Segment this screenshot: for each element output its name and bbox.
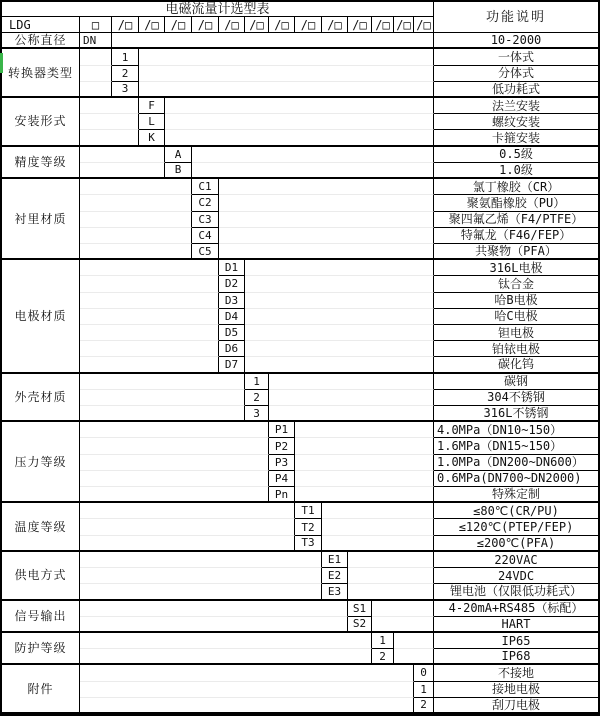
option-code: 1 <box>245 374 269 390</box>
empty-filler <box>269 374 434 390</box>
model-slot-box: /□ <box>414 17 434 33</box>
option-code: 1 <box>112 49 139 65</box>
empty-filler <box>245 276 434 292</box>
table-title: 电磁流量计选型表 <box>2 2 434 17</box>
empty-filler <box>219 195 434 211</box>
option-description: 304不锈钢 <box>434 390 598 406</box>
option-code: E3 <box>322 584 348 600</box>
empty-filler <box>269 390 434 406</box>
empty-filler <box>80 601 348 617</box>
empty-filler <box>80 552 322 568</box>
option-code: P4 <box>269 471 295 487</box>
option-description: 4-20mA+RS485（标配） <box>434 601 598 617</box>
empty-filler <box>80 325 219 341</box>
option-description: HART <box>434 617 598 633</box>
option-code: C5 <box>192 244 219 260</box>
option-description: 316L电极 <box>434 260 598 276</box>
empty-filler <box>80 179 192 195</box>
empty-filler <box>80 260 219 276</box>
empty-filler <box>80 212 192 228</box>
empty-filler <box>80 293 219 309</box>
option-description: 1.0级 <box>434 163 598 179</box>
section-label: 信号输出 <box>2 601 80 633</box>
option-code: L <box>139 114 165 130</box>
option-code: K <box>139 130 165 146</box>
empty-filler <box>80 682 414 698</box>
section-label: 电极材质 <box>2 260 80 373</box>
empty-filler <box>80 649 372 665</box>
option-code: 1 <box>414 682 434 698</box>
option-description: 锂电池（仅限低功耗式） <box>434 584 598 600</box>
model-slot-box: /□ <box>165 17 192 33</box>
empty-filler <box>80 130 139 146</box>
empty-filler <box>245 309 434 325</box>
empty-filler <box>219 179 434 195</box>
empty-filler <box>80 665 414 681</box>
empty-filler <box>295 471 434 487</box>
empty-filler <box>112 33 434 49</box>
model-first-box: □ <box>80 17 112 33</box>
option-description: 4.0MPa（DN10~150） <box>434 422 598 438</box>
option-description: 卡箍安装 <box>434 130 598 146</box>
empty-filler <box>80 114 139 130</box>
option-code: Pn <box>269 487 295 503</box>
option-description: 哈C电极 <box>434 309 598 325</box>
empty-filler <box>295 422 434 438</box>
model-slot-box: /□ <box>372 17 394 33</box>
section-label: 转换器类型 <box>2 49 80 98</box>
empty-filler <box>139 82 434 98</box>
model-slot-box: /□ <box>295 17 322 33</box>
option-code: D6 <box>219 341 245 357</box>
option-code: 2 <box>372 649 394 665</box>
option-code: D2 <box>219 276 245 292</box>
option-description: 220VAC <box>434 552 598 568</box>
model-slot-box: /□ <box>348 17 372 33</box>
empty-filler <box>80 422 269 438</box>
section-label: 供电方式 <box>2 552 80 601</box>
option-description: 碳钢 <box>434 374 598 390</box>
option-code: B <box>165 163 192 179</box>
empty-filler <box>80 633 372 649</box>
option-description: 哈B电极 <box>434 293 598 309</box>
empty-filler <box>219 212 434 228</box>
option-description: 1.0MPa（DN200~DN600） <box>434 455 598 471</box>
empty-filler <box>219 228 434 244</box>
option-code: S2 <box>348 617 372 633</box>
empty-filler <box>245 357 434 373</box>
empty-filler <box>80 276 219 292</box>
section-label: 公称直径 <box>2 33 80 49</box>
option-code: P3 <box>269 455 295 471</box>
function-description-header: 功能说明 <box>434 2 598 33</box>
empty-filler <box>80 98 139 114</box>
option-description: 接地电极 <box>434 682 598 698</box>
option-code: C4 <box>192 228 219 244</box>
empty-filler <box>219 244 434 260</box>
empty-filler <box>80 374 245 390</box>
empty-filler <box>80 49 112 65</box>
option-description: 316L不锈钢 <box>434 406 598 422</box>
empty-filler <box>394 633 434 649</box>
option-description: 24VDC <box>434 568 598 584</box>
option-description: 氯丁橡胶（CR） <box>434 179 598 195</box>
empty-filler <box>80 147 165 163</box>
empty-filler <box>139 66 434 82</box>
option-code: 3 <box>112 82 139 98</box>
empty-filler <box>80 438 269 454</box>
option-description: ≤120℃(PTEP/FEP) <box>434 519 598 535</box>
option-description: 1.6MPa（DN15~150） <box>434 438 598 454</box>
empty-filler <box>80 66 112 82</box>
empty-filler <box>372 601 434 617</box>
option-code: 1 <box>372 633 394 649</box>
option-code: D5 <box>219 325 245 341</box>
option-description: 钛合金 <box>434 276 598 292</box>
option-code: S1 <box>348 601 372 617</box>
option-code: C2 <box>192 195 219 211</box>
empty-filler <box>80 455 269 471</box>
empty-filler <box>80 163 165 179</box>
option-code: 3 <box>245 406 269 422</box>
empty-filler <box>80 195 192 211</box>
option-description: 刮刀电极 <box>434 698 598 714</box>
empty-filler <box>80 406 245 422</box>
option-code: E2 <box>322 568 348 584</box>
model-slot-box: /□ <box>219 17 245 33</box>
empty-filler <box>80 82 112 98</box>
option-description: 低功耗式 <box>434 82 598 98</box>
option-description: 铂铱电极 <box>434 341 598 357</box>
empty-filler <box>80 568 322 584</box>
section-label: 外壳材质 <box>2 374 80 423</box>
option-description: 法兰安装 <box>434 98 598 114</box>
section-label: 防护等级 <box>2 633 80 665</box>
option-description: 一体式 <box>434 49 598 65</box>
option-description: 碳化钨 <box>434 357 598 373</box>
empty-filler <box>80 503 295 519</box>
option-code: E1 <box>322 552 348 568</box>
option-code: A <box>165 147 192 163</box>
empty-filler <box>80 390 245 406</box>
option-code: C1 <box>192 179 219 195</box>
empty-filler <box>245 325 434 341</box>
empty-filler <box>245 341 434 357</box>
option-description: 聚四氟乙烯（F4/PTFE） <box>434 212 598 228</box>
section-label: 安装形式 <box>2 98 80 147</box>
empty-filler <box>80 584 322 600</box>
option-description: IP68 <box>434 649 598 665</box>
empty-filler <box>322 519 434 535</box>
model-slot-box: /□ <box>245 17 269 33</box>
model-slot-box: /□ <box>112 17 139 33</box>
empty-filler <box>322 503 434 519</box>
artifact-green-mark <box>0 53 3 73</box>
empty-filler <box>165 130 434 146</box>
option-description: 10-2000 <box>434 33 598 49</box>
empty-filler <box>80 487 269 503</box>
empty-filler <box>80 519 295 535</box>
empty-filler <box>245 293 434 309</box>
empty-filler <box>348 552 434 568</box>
empty-filler <box>80 698 414 714</box>
empty-filler <box>295 438 434 454</box>
option-code: 2 <box>112 66 139 82</box>
section-label: 精度等级 <box>2 147 80 179</box>
option-description: ≤200℃(PFA) <box>434 536 598 552</box>
option-description: 螺纹安装 <box>434 114 598 130</box>
empty-filler <box>80 309 219 325</box>
empty-filler <box>348 584 434 600</box>
option-code: D4 <box>219 309 245 325</box>
empty-filler <box>245 260 434 276</box>
option-description: 0.6MPa(DN700~DN2000) <box>434 471 598 487</box>
option-code: T2 <box>295 519 322 535</box>
empty-filler <box>192 147 434 163</box>
empty-filler <box>372 617 434 633</box>
empty-filler <box>295 487 434 503</box>
option-code: DN <box>80 33 112 49</box>
option-description: 分体式 <box>434 66 598 82</box>
empty-filler <box>80 341 219 357</box>
option-code: T1 <box>295 503 322 519</box>
empty-filler <box>80 471 269 487</box>
empty-filler <box>394 649 434 665</box>
empty-filler <box>295 455 434 471</box>
model-slot-box: /□ <box>322 17 348 33</box>
option-code: D3 <box>219 293 245 309</box>
empty-filler <box>322 536 434 552</box>
empty-filler <box>165 114 434 130</box>
option-code: F <box>139 98 165 114</box>
model-slot-box: /□ <box>394 17 414 33</box>
empty-filler <box>80 617 348 633</box>
empty-filler <box>165 98 434 114</box>
section-label: 附件 <box>2 665 80 714</box>
section-label: 衬里材质 <box>2 179 80 260</box>
option-description: 不接地 <box>434 665 598 681</box>
option-code: 2 <box>414 698 434 714</box>
option-description: 共聚物（PFA） <box>434 244 598 260</box>
model-slot-box: /□ <box>192 17 219 33</box>
empty-filler <box>80 228 192 244</box>
model-prefix-label: LDG <box>2 17 80 33</box>
section-label: 压力等级 <box>2 422 80 503</box>
empty-filler <box>348 568 434 584</box>
model-slot-box: /□ <box>139 17 165 33</box>
option-code: 0 <box>414 665 434 681</box>
empty-filler <box>80 244 192 260</box>
empty-filler <box>192 163 434 179</box>
option-description: 聚氨酯橡胶（PU） <box>434 195 598 211</box>
option-description: 0.5级 <box>434 147 598 163</box>
option-code: C3 <box>192 212 219 228</box>
option-description: 特殊定制 <box>434 487 598 503</box>
option-description: ≤80℃(CR/PU) <box>434 503 598 519</box>
option-code: 2 <box>245 390 269 406</box>
option-code: D7 <box>219 357 245 373</box>
empty-filler <box>80 357 219 373</box>
option-description: 特氟龙（F46/FEP） <box>434 228 598 244</box>
empty-filler <box>139 49 434 65</box>
section-label: 温度等级 <box>2 503 80 552</box>
option-description: 钽电极 <box>434 325 598 341</box>
option-description: IP65 <box>434 633 598 649</box>
option-code: P1 <box>269 422 295 438</box>
model-slot-box: /□ <box>269 17 295 33</box>
empty-filler <box>269 406 434 422</box>
option-code: D1 <box>219 260 245 276</box>
option-code: P2 <box>269 438 295 454</box>
empty-filler <box>80 536 295 552</box>
option-code: T3 <box>295 536 322 552</box>
